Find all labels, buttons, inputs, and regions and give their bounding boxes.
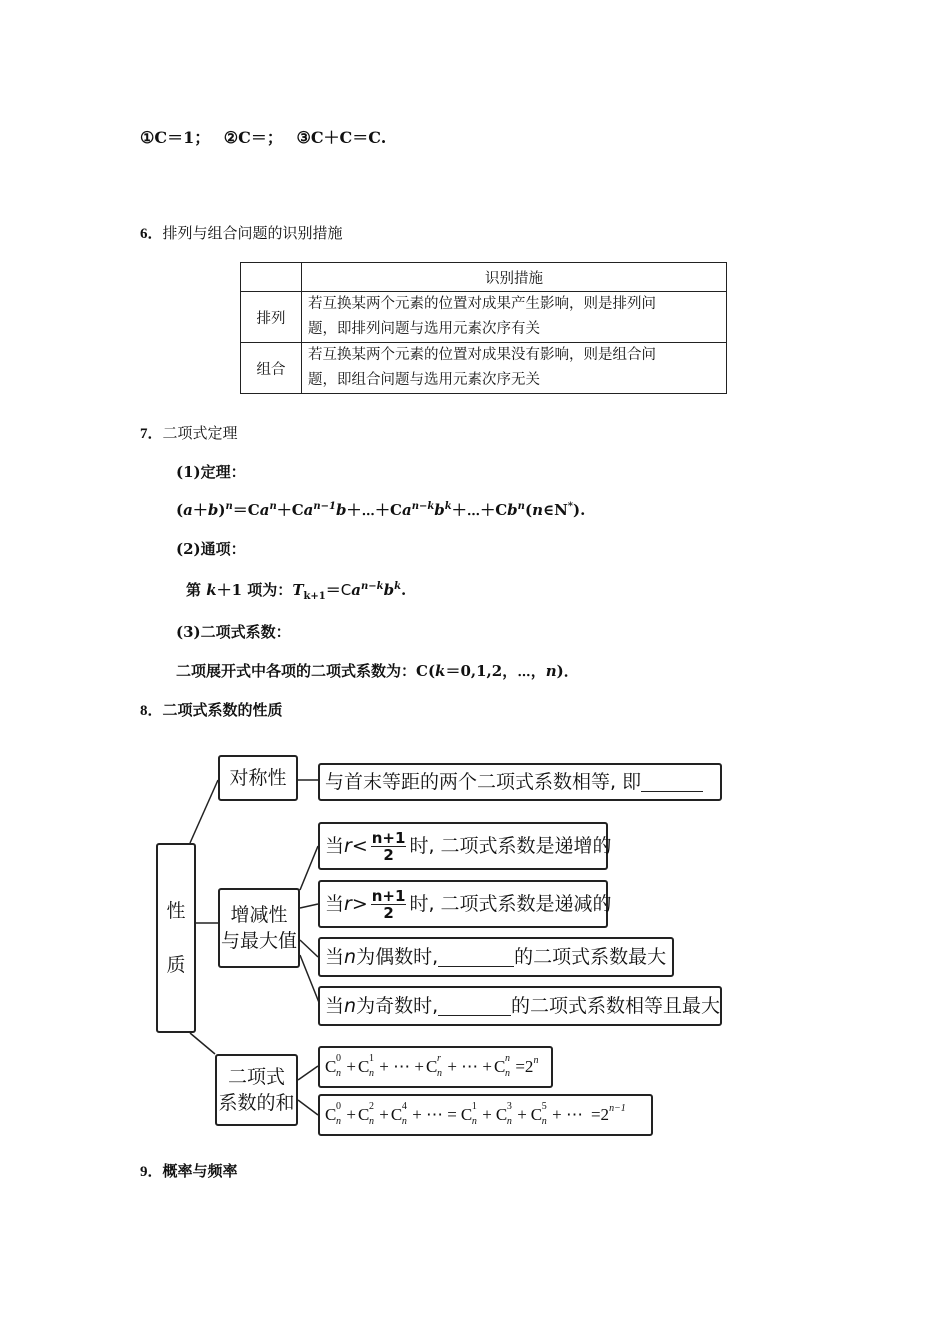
- coefficient-label: (3)二项式系数：: [176, 623, 291, 641]
- odd-n-box: 当 n 为奇数时, 的二项式系数相等且最大: [318, 986, 722, 1026]
- row-label-combination: 组合: [241, 343, 302, 394]
- coefficient-text: 二项展开式中各项的二项式系数为：C(k＝0,1,2，⋯，n)．: [176, 662, 579, 680]
- even-n-box: 当 n 为偶数时, 的二项式系数最大: [318, 937, 674, 977]
- theorem-label: (1)定理：: [176, 463, 246, 481]
- identity-3: ③C＋C＝C.: [296, 128, 387, 147]
- fraction-n-plus-1-over-2: $\frac{n+1}{2}$: [371, 828, 406, 864]
- root-box-properties: 性 质: [156, 843, 196, 1033]
- section-8-heading: 8．二项式系数的性质: [140, 701, 283, 719]
- section-7-title: 二项式定理: [162, 424, 238, 442]
- section-6-title: 排列与组合问题的识别措施: [162, 224, 343, 242]
- general-term-label: (2)通项：: [176, 540, 246, 558]
- row-text-combination: 若互换某两个元素的位置对成果没有影响，则是组合问 题，即组合问题与选用元素次序无关: [302, 343, 727, 394]
- row-text-permutation: 若互换某两个元素的位置对成果产生影响，则是排列问 题，即排列问题与选用元素次序有关: [302, 292, 727, 343]
- sum-even-odd-box: C 0 n + C 2 n + C 4 n + ⋯ = C 1 n + C 3 n + C 5 n + ⋯ =2 $^{n-1}$: [318, 1094, 653, 1136]
- row-label-permutation: 排列: [241, 292, 302, 343]
- section-8-title: 二项式系数的性质: [162, 701, 283, 719]
- section-9-heading: 9．概率与频率: [140, 1162, 238, 1180]
- binomial-formula: $(a+b)^n=Ca^n+Ca^{n-1}b+\cdots+Ca^{n-k}b^k+\cdots+Cb^n(n\in N^*)$.: [176, 501, 586, 519]
- symmetry-box: 对称性: [218, 755, 298, 801]
- answer-blank: [438, 948, 514, 967]
- sum-all-box: C 0 n + C 1 n + ⋯ + C r n + ⋯ + C n n =2 $^n$: [318, 1046, 553, 1088]
- answer-blank: [438, 997, 511, 1016]
- symmetry-desc-box: 与首末等距的两个二项式系数相等, 即: [318, 763, 722, 801]
- section-9-title: 概率与频率: [162, 1162, 238, 1180]
- coefficient-sum-box: 二项式 系数的和: [215, 1054, 298, 1126]
- fraction-n-plus-1-over-2: $\frac{n+1}{2}$: [371, 886, 406, 922]
- monotonicity-box: 增减性 与最大值: [218, 888, 300, 968]
- section-6-heading: 6．排列与组合问题的识别措施: [140, 224, 343, 242]
- increasing-box: 当 r < $\frac{n+1}{2}$ 时, 二项式系数是递增的: [318, 822, 608, 870]
- answer-blank: [641, 773, 703, 792]
- table-header-cell: 识别措施: [302, 263, 727, 292]
- section-7-heading: 7．二项式定理: [140, 424, 238, 442]
- identity-1: ①C＝1；: [140, 128, 211, 147]
- decreasing-box: 当 r > $\frac{n+1}{2}$ 时, 二项式系数是递减的: [318, 880, 608, 928]
- identity-2: ②C＝；: [223, 128, 283, 147]
- general-term-formula: 第 k＋1 项为：$T_{k+1}=Ca^{n-k}b^k$.: [186, 581, 407, 602]
